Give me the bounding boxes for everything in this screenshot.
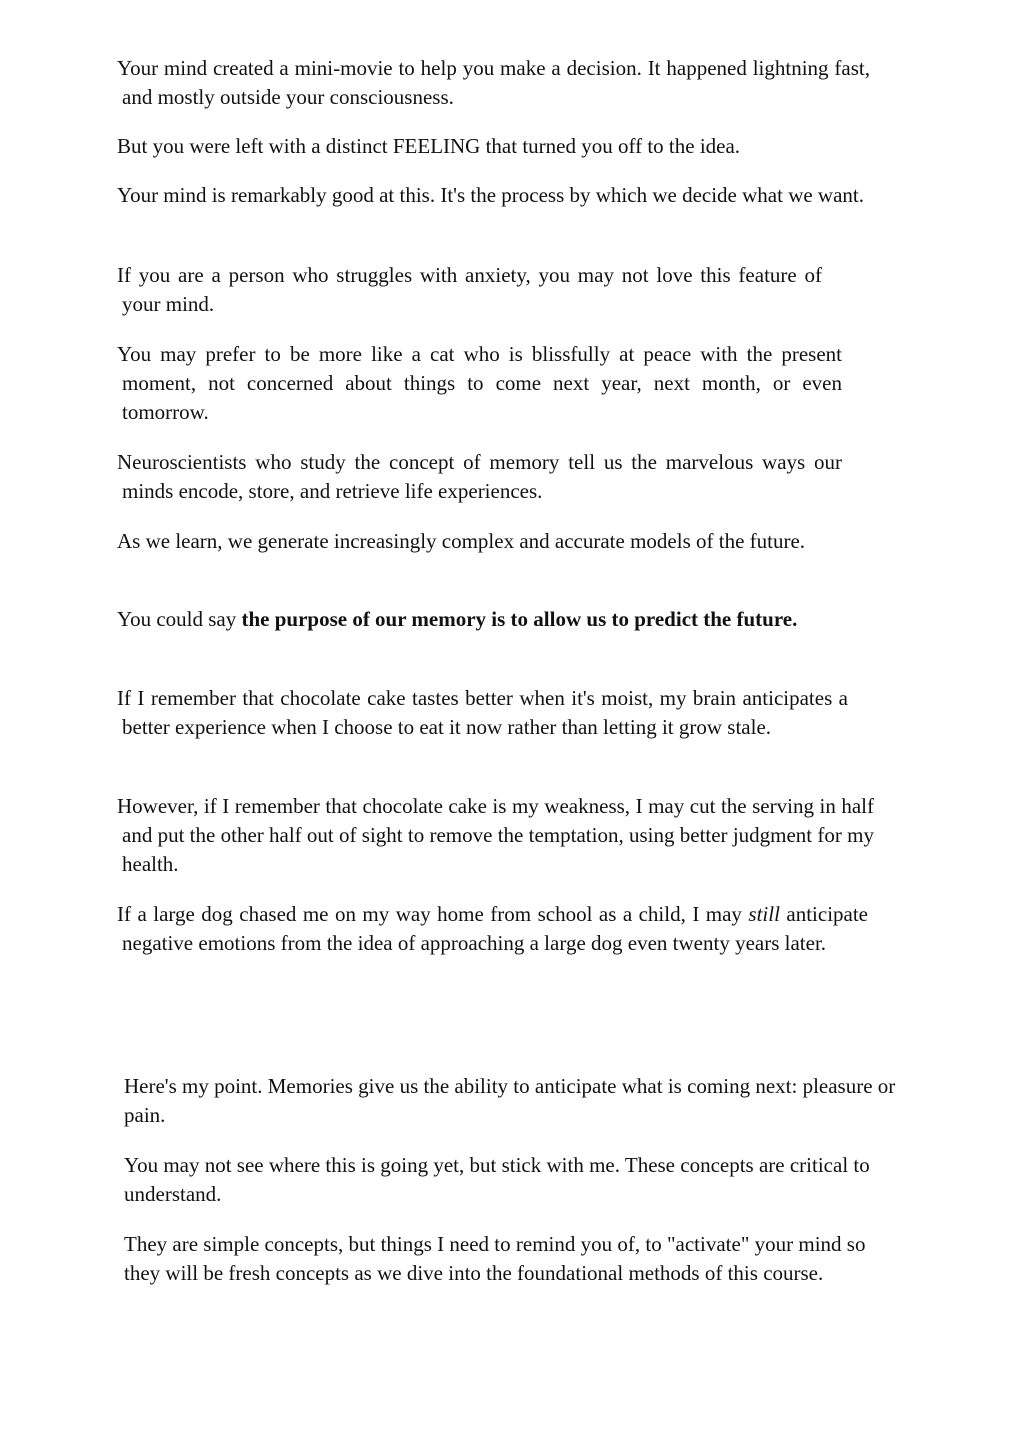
paragraph-cat: You may prefer to be more like a cat who is blissfully at peace with the present moment, not concerned about things to come next year, next month, or even tomorrow.	[117, 342, 842, 424]
paragraph-moist-cake: If I remember that chocolate cake tastes better when it's moist, my brain anticipates a better experience when I choose to eat it now rather than letting it grow stale.	[117, 686, 848, 739]
paragraph-models: As we learn, we generate increasingly complex and accurate models of the future.	[117, 529, 806, 553]
paragraph-neuroscientists: Neuroscientists who study the concept of memory tell us the marvelous ways our minds encode, store, and retrieve life experiences.	[117, 450, 842, 503]
purpose-bold-text: the purpose of our memory is to allow us to predict the future.	[241, 607, 798, 631]
paragraph-stick-with-me: You may not see where this is going yet, but stick with me. These concepts are critical to understand.	[124, 1153, 870, 1206]
dog-lead-text: If a large dog chased me on my way home from school as a child, I may	[117, 902, 749, 926]
paragraph-feeling: But you were left with a distinct FEELING that turned you off to the idea.	[117, 134, 741, 158]
paragraph-my-point: Here's my point. Memories give us the ability to anticipate what is coming next: pleasure or pain.	[124, 1074, 896, 1127]
paragraph-remarkably-good: Your mind is remarkably good at this. It's the process by which we decide what we want.	[117, 183, 864, 207]
paragraph-mini-movie: Your mind created a mini-movie to help you make a decision. It happened lightning fast, and mostly outside your consciousness.	[117, 56, 870, 109]
dog-italic-text: still	[748, 902, 780, 926]
purpose-lead-text: You could say	[117, 607, 242, 631]
paragraph-cake-weakness: However, if I remember that chocolate cake is my weakness, I may cut the serving in half and put the other half out of sight to remove the temptation, using better judgment for my health.	[117, 794, 874, 876]
paragraph-anxiety: If you are a person who struggles with anxiety, you may not love this feature of your mind.	[117, 263, 822, 316]
dog-tail-text: anticipate negative emotions from the idea of approaching a large dog even twenty years later.	[122, 902, 869, 955]
paragraph-activate: They are simple concepts, but things I need to remind you of, to "activate" your mind so they will be fresh concepts as we dive into the foundational methods of this course.	[124, 1232, 866, 1285]
paragraph-large-dog	[117, 900, 869, 958]
paragraph-purpose-of-memory	[117, 605, 862, 634]
